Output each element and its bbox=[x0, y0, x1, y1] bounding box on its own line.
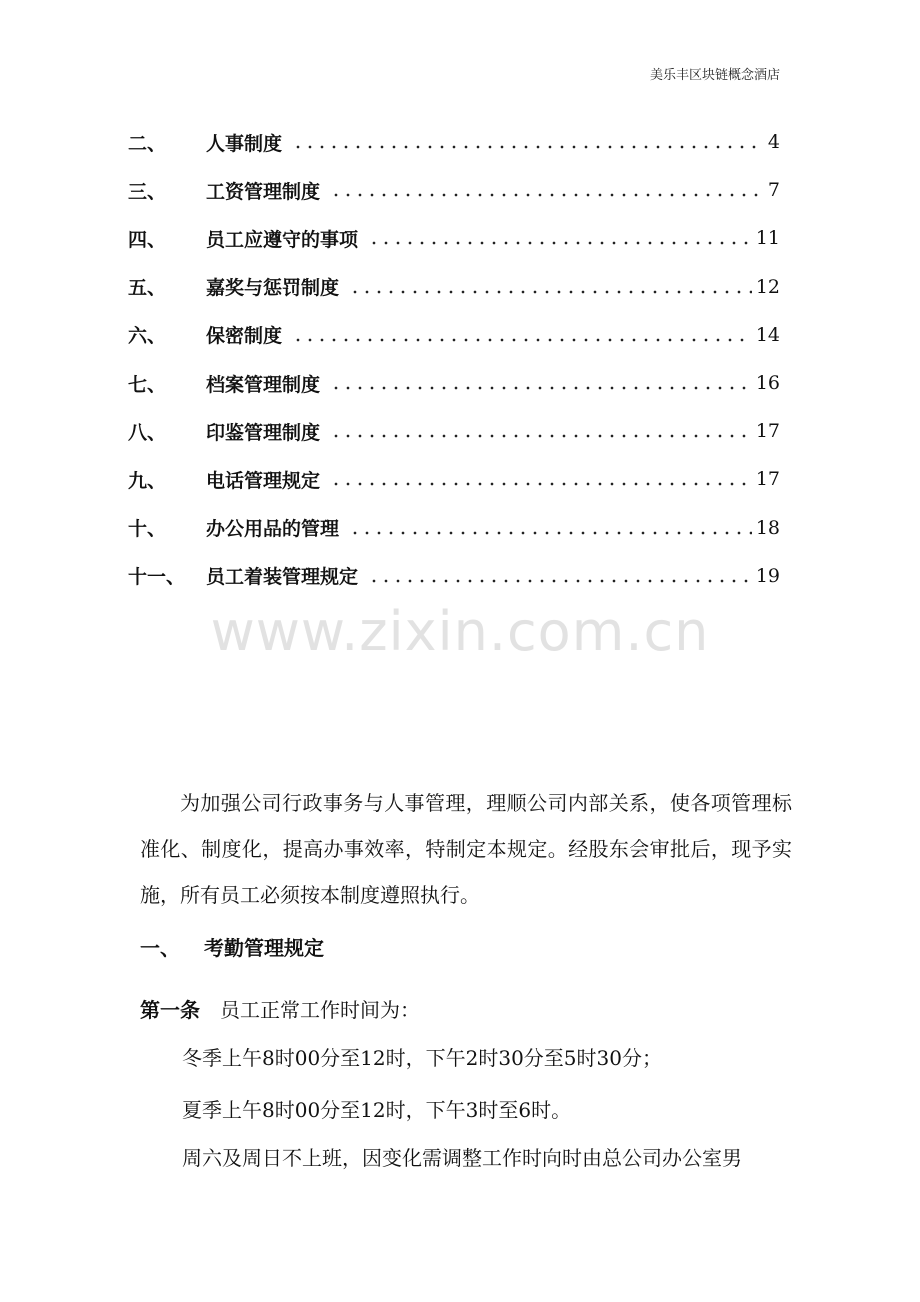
article-line bbox=[140, 994, 420, 1023]
toc-number: 十、 bbox=[128, 518, 167, 541]
toc-title: 员工着装管理规定 bbox=[206, 566, 359, 589]
toc-page-number: 7 bbox=[767, 179, 780, 202]
toc-leader-dots bbox=[368, 241, 752, 245]
toc-title: 保密制度 bbox=[206, 325, 283, 348]
toc-number: 七、 bbox=[128, 373, 167, 396]
body-line-weekend: 周六及周日不上班，因变化需调整工作时向时由总公司办公室男 bbox=[182, 1146, 742, 1170]
toc-leader-dots bbox=[349, 290, 752, 294]
article-label: 第一条 bbox=[140, 998, 200, 1022]
toc-leader-dots bbox=[349, 531, 752, 535]
toc-page-number: 17 bbox=[755, 420, 780, 443]
toc-title: 工资管理制度 bbox=[206, 180, 321, 203]
toc-entry[interactable] bbox=[128, 263, 780, 311]
intro-paragraph: 为加强公司行政事务与人事管理，理顺公司内部关系，使各项管理标准化、制度化，提高办事效率，特制定本规定。经股东会审批后，现予实施，所有员工必须按本制度遵照执行。 bbox=[140, 791, 792, 907]
toc-number: 九、 bbox=[128, 469, 167, 492]
toc-title: 印鉴管理制度 bbox=[206, 421, 321, 444]
toc-entry[interactable] bbox=[128, 214, 780, 262]
toc-page-number: 14 bbox=[755, 323, 780, 346]
toc-number: 十一、 bbox=[128, 566, 186, 589]
toc-entry[interactable] bbox=[128, 166, 780, 214]
section-heading bbox=[140, 932, 324, 961]
toc-entry[interactable] bbox=[128, 552, 780, 600]
toc-number: 八、 bbox=[128, 421, 167, 444]
article-text: 员工正常工作时间为： bbox=[220, 998, 420, 1022]
toc-page-number: 4 bbox=[767, 131, 780, 154]
toc-page-number: 11 bbox=[755, 227, 780, 250]
toc-page-number: 16 bbox=[755, 372, 780, 395]
toc-leader-dots bbox=[330, 434, 752, 438]
toc-leader-dots bbox=[330, 482, 752, 486]
toc-entry[interactable] bbox=[128, 504, 780, 552]
toc-title: 档案管理制度 bbox=[206, 373, 321, 396]
toc-entry[interactable] bbox=[128, 407, 780, 455]
toc-page-number: 19 bbox=[755, 564, 780, 587]
section-title: 考勤管理规定 bbox=[204, 936, 324, 960]
toc-leader-dots bbox=[330, 193, 764, 197]
toc-page-number: 12 bbox=[755, 275, 780, 298]
toc-number: 五、 bbox=[128, 277, 167, 300]
watermark: www.zixin.com.cn bbox=[210, 600, 710, 663]
toc-entry[interactable] bbox=[128, 359, 780, 407]
toc-number: 四、 bbox=[128, 228, 167, 251]
body-line-winter: 冬季上午8时00分至12时，下午2时30分至5时30分； bbox=[182, 1046, 662, 1070]
toc-leader-dots bbox=[292, 145, 764, 149]
toc-entry[interactable] bbox=[128, 118, 780, 166]
toc-title: 办公用品的管理 bbox=[206, 518, 340, 541]
toc-entry[interactable] bbox=[128, 455, 780, 503]
toc-leader-dots bbox=[292, 338, 752, 342]
toc-page-number: 17 bbox=[755, 468, 780, 491]
toc-number: 二、 bbox=[128, 132, 167, 155]
toc-leader-dots bbox=[368, 579, 752, 583]
toc-number: 三、 bbox=[128, 180, 167, 203]
body-line-summer: 夏季上午8时00分至12时，下午3时至6时。 bbox=[182, 1098, 572, 1122]
toc-number: 六、 bbox=[128, 325, 167, 348]
table-of-contents bbox=[128, 118, 780, 600]
toc-page-number: 18 bbox=[755, 516, 780, 539]
toc-entry[interactable] bbox=[128, 311, 780, 359]
toc-title: 电话管理规定 bbox=[206, 469, 321, 492]
toc-title: 人事制度 bbox=[206, 132, 283, 155]
section-number: 一、 bbox=[140, 936, 180, 960]
toc-leader-dots bbox=[330, 386, 752, 390]
toc-title: 员工应遵守的事项 bbox=[206, 228, 359, 251]
page-header: 美乐丰区块链概念酒店 bbox=[649, 68, 780, 83]
toc-title: 嘉奖与惩罚制度 bbox=[206, 277, 340, 300]
